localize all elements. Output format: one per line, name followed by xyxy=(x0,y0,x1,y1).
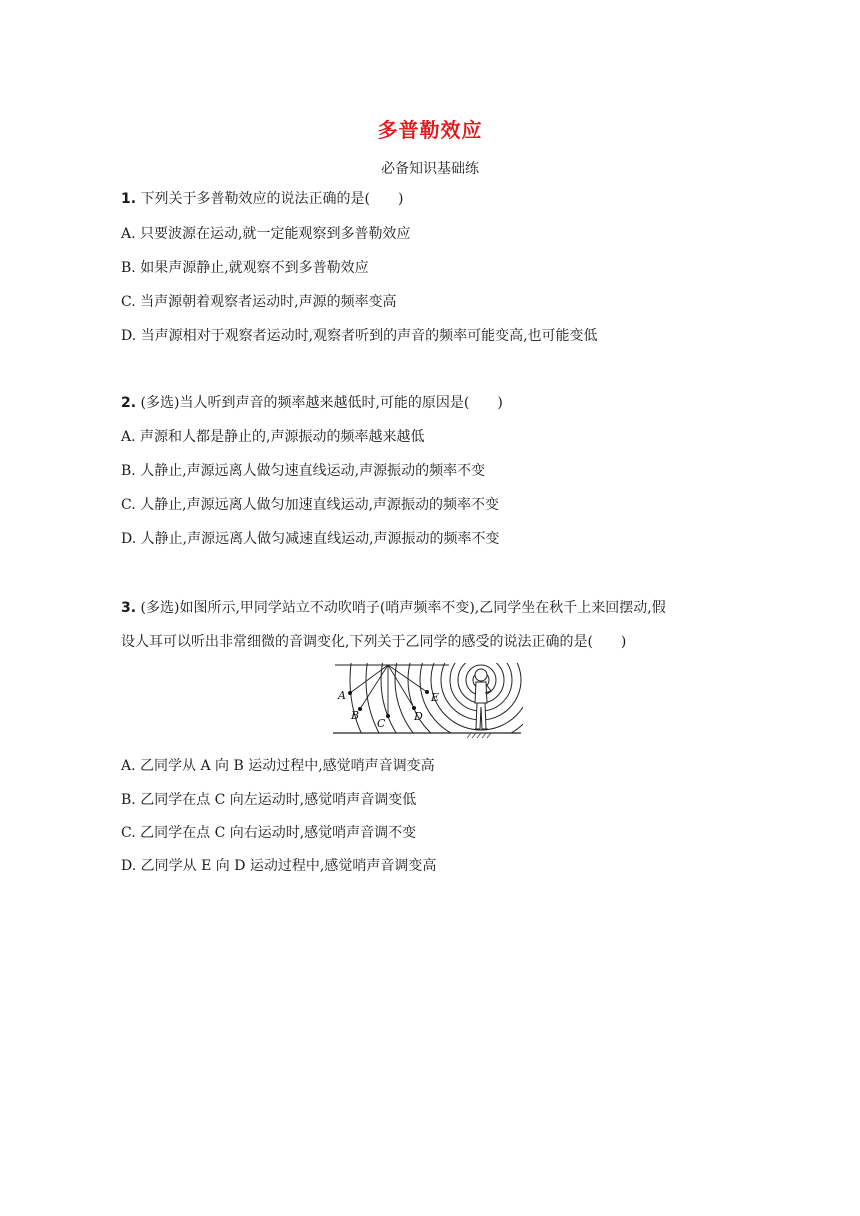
question-2-text: (多选)当人听到声音的频率越来越低时,可能的原因是( ) xyxy=(140,395,503,411)
question-1-stem xyxy=(121,189,403,209)
question-2-option-c: C. 人静止,声源远离人做匀加速直线运动,声源振动的频率不变 xyxy=(121,497,500,513)
label-a: A xyxy=(338,689,346,702)
doppler-swing-figure xyxy=(333,663,523,745)
question-1-option-d: D. 当声源相对于观察者运动时,观察者听到的声音的频率可能变高,也可能变低 xyxy=(121,328,598,344)
label-c: C xyxy=(377,717,386,730)
label-d: D xyxy=(414,710,423,723)
question-3-stem-line-2: 设人耳可以听出非常细微的音调变化,下列关于乙同学的感受的说法正确的是( ) xyxy=(121,634,627,650)
question-3-option-d: D. 乙同学从 E 向 D 运动过程中,感觉哨声音调变高 xyxy=(121,858,437,874)
section-subtitle: 必备知识基础练 xyxy=(381,161,479,177)
question-3-option-c: C. 乙同学在点 C 向右运动时,感觉哨声音调不变 xyxy=(121,825,417,841)
question-2-number: 2. xyxy=(121,395,137,411)
doppler-swing-diagram xyxy=(333,663,523,741)
label-b: B xyxy=(351,709,360,722)
question-3-option-a: A. 乙同学从 A 向 B 运动过程中,感觉哨声音调变高 xyxy=(121,758,435,774)
question-1-option-a: A. 只要波源在运动,就一定能观察到多普勒效应 xyxy=(121,226,411,242)
question-2-stem xyxy=(121,393,503,413)
position-a-dot xyxy=(348,691,352,695)
question-3-option-b: B. 乙同学在点 C 向左运动时,感觉哨声音调变低 xyxy=(121,792,417,808)
position-c-dot xyxy=(386,714,390,718)
question-3-text-1: (多选)如图所示,甲同学站立不动吹哨子(哨声频率不变),乙同学坐在秋千上来回摆动,假 xyxy=(140,600,666,616)
question-3-stem-line-1 xyxy=(121,598,666,618)
question-1-number: 1. xyxy=(121,191,137,207)
question-1-option-c: C. 当声源朝着观察者运动时,声源的频率变高 xyxy=(121,294,397,310)
question-2-option-b: B. 人静止,声源远离人做匀速直线运动,声源振动的频率不变 xyxy=(121,463,486,479)
question-1-option-b: B. 如果声源静止,就观察不到多普勒效应 xyxy=(121,260,369,276)
question-2-option-a: A. 声源和人都是静止的,声源振动的频率越来越低 xyxy=(121,429,425,445)
position-e-dot xyxy=(425,690,429,694)
page-title: 多普勒效应 xyxy=(377,118,483,142)
question-2-option-d: D. 人静止,声源远离人做匀减速直线运动,声源振动的频率不变 xyxy=(121,531,500,547)
question-3-number: 3. xyxy=(121,600,137,616)
label-e: E xyxy=(431,691,440,704)
question-1-text: 下列关于多普勒效应的说法正确的是( ) xyxy=(140,191,404,207)
